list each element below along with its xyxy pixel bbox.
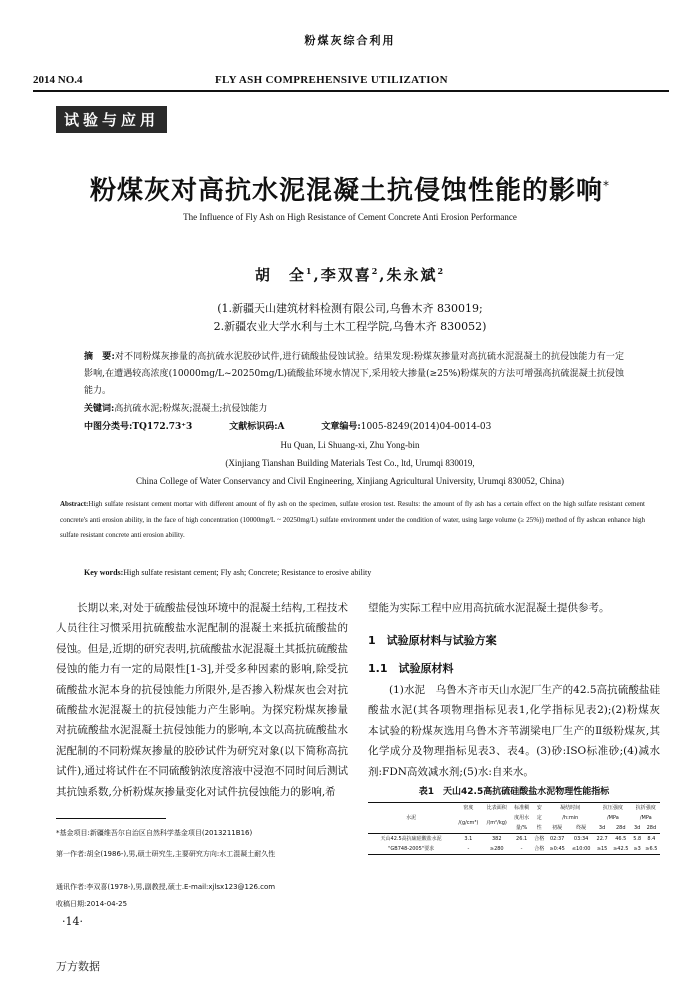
watermark: 万方数据 [56,960,100,973]
table-header-cell: 量/% [515,825,528,831]
body-text-right-top: 望能为实际工程中应用高抗硫水泥混凝土提供参考。 [368,602,610,614]
body-text-left: 长期以来,对处于硫酸盐侵蚀环境中的混凝土结构,工程技术人员往往习惯采用抗硫酸盐水泥配制的混凝土来抵抗硫酸盐的侵蚀。但是,近期的研究表明,抗硫酸盐水泥混凝土其抵抗硫酸盐侵蚀的能力有一定的局限性[1-3],并受多种因素的影响,除受抗硫酸盐水泥本身的抗侵蚀能力所限外,是否掺入粉煤灰也会对抗硫酸盐水泥混凝土的抗侵蚀能力产生影响。为探究粉煤灰掺量对抗硫酸盐水泥混凝土抗侵蚀能力的影响,本文以高抗硫酸盐水泥配制的不同粉煤灰掺量的胶砂试件为研究对象(以下简称高抗试件),通过将试件在不同硫酸钠浓度溶液中浸泡不同时间后测试其抗蚀系数,分析粉煤灰掺量变化对试件抗侵蚀能力的影响,希 [56,602,348,798]
page-number: ·14· [62,915,83,928]
table-header-cell: /MPa [639,815,652,821]
journal-title-cn: 粉煤灰综合利用 [304,34,396,47]
authors-en: Hu Quan, Li Shuang-xi, Zhu Yong-bin [280,440,420,450]
body-text-right: (1)水泥 乌鲁木齐市天山水泥厂生产的42.5高抗硫酸盐硅酸盐水泥(其各项物理指标见表1,化学指标见表2);(2)粉煤灰 本试验的粉煤灰选用乌鲁木齐苇湖梁电厂生产的Ⅱ级粉煤灰,其化学成分及物理指标见表3、表4。(3)砂:ISO标准砂;(4)减水剂:FDN高效减水剂;(5)水:自来水。 [368,684,671,778]
table-header-cell: 比表面积 [483,803,512,814]
table-header-cell: 抗压强度 [594,803,631,814]
table-header-cell: 28d [646,825,657,831]
table-header-cell: 终凝 [576,825,587,831]
table-header-cell: 度用水 [514,815,530,821]
section-tag: 试验与应用 [56,106,167,133]
title-footnote-mark: * [603,178,610,193]
paper-title-cn: 粉煤灰对高抗水泥混凝土抗侵蚀性能的影响* [89,176,610,206]
paper-title-en: The Influence of Fly Ash on High Resistance of Cement Concrete Anti Erosion Performance [183,212,517,222]
table-header-cell: 定 [536,815,542,821]
table-header-cell: 3d [633,825,641,831]
keywords-en: Key words:High sulfate resistant cement; Fly ash; Concrete; Resistance to erosive ability [84,568,372,577]
header-rule [33,90,669,92]
table-header-cell: 28d [615,825,626,831]
section-heading-1-1: 1.1 试验原材料 [368,662,454,675]
table-header-cell: 凝结时间 [546,803,594,814]
table-header-cell: 性 [536,825,542,831]
affiliation-en-2: China College of Water Conservancy and Civil Engineering, Xinjiang Agricultural University, Urumqi 830052, China) [136,476,564,486]
affiliation-2: 2.新疆农业大学水利与土木工程学院,乌鲁木齐 830052) [213,320,487,333]
issue-number: 2014 NO.4 [33,74,83,86]
table-header-cell: 3d [598,825,606,831]
table-header-cell: 密度 [454,803,482,814]
table-row: "GB748-2005"要求 - ≥280 - 合格 ≥0:45 ≤10:00 ≥15 ≥42.5 ≥3 ≥6.5 [368,844,660,855]
footnote-rule [56,818,166,819]
table-row: 天山42.5高抗硫硅酸盐水泥 3.1 382 26.1 合格 02:37 03:34 22.7 46.5 5.8 8.4 [368,834,660,845]
abstract-en: Abstract:High sulfate resistant cement mortar with different amount of fly ash on the specimen, sulfate erosion test. Results: the amount of fly ash has a certain effect on the high sulfate resistant cement concrete's anti erosion ability, in the face of high concentration (10000mg/L ~ 20250mg/L) sulfate environment under the condition of water, using large volume (≥ 25%)) method of fly ashcan enhance high sulfate resistant concrete anti erosion ability. [60,500,645,539]
table-header-cell: 抗折强度 [632,803,660,814]
table-header-cell: 水泥 [368,803,454,834]
footnote-first-author: 第一作者:胡全(1986-),男,硕士研究生,主要研究方向:水工混凝土耐久性 [56,850,276,858]
abstract-cn: 摘 要:对不同粉煤灰掺量的高抗硫水泥胶砂试件,进行硫酸盐侵蚀试验。结果发现:粉煤灰掺量对高抗硫水泥混凝土的抗侵蚀能力有一定影响,在遭遇较高浓度(10000mg/L~20250mg/L)硫酸盐环境水情况下,采用较大掺量(≥25%)粉煤灰的方法可增强高抗硫混凝土抗侵蚀能力。 [84,352,624,396]
footnote-received-date: 收稿日期:2014-04-25 [56,900,128,908]
author-list: 胡 全$^1$,李双喜$^2$,朱永斌$^2$ [254,266,446,284]
table-header-cell: /(g/cm³) [458,820,479,826]
table-header-cell: 安 [532,803,546,814]
table-header-cell: 标准稠 [511,803,532,814]
table-header-cell: /h:min [562,815,579,821]
section-heading-1: 1 试验原材料与试验方案 [368,634,497,647]
table-header-cell: /MPa [606,815,619,821]
table-caption: 表1 天山42.5高抗硫硅酸盐水泥物理性能指标 [418,787,610,797]
affiliation-1: (1.新疆天山建筑材料检测有限公司,乌鲁木齐 830019; [217,302,483,315]
classification-row: 中图分类号:TQ172.73⁺3 文献标识码:A 文章编号:1005-8249(2014)04-0014-03 [84,422,492,432]
footnote-funding: *基金项目:新疆维吾尔自治区自然科学基金项目(2013211B16) [56,829,253,837]
affiliation-en-1: (Xinjiang Tianshan Building Materials Test Co., ltd, Urumqi 830019, [225,458,475,468]
journal-title-en: FLY ASH COMPREHENSIVE UTILIZATION [215,74,448,86]
table-header-cell: /(m²/kg) [486,820,507,826]
table-1 [368,802,660,855]
table-header-cell: 初凝 [552,825,563,831]
keywords-cn: 关键词:高抗硫水泥;粉煤灰;混凝土;抗侵蚀能力 [84,404,268,414]
footnote-corresponding-author: 通讯作者:李双喜(1978-),男,副教授,硕士.E-mail:xjlsx123@126.com [56,883,276,891]
